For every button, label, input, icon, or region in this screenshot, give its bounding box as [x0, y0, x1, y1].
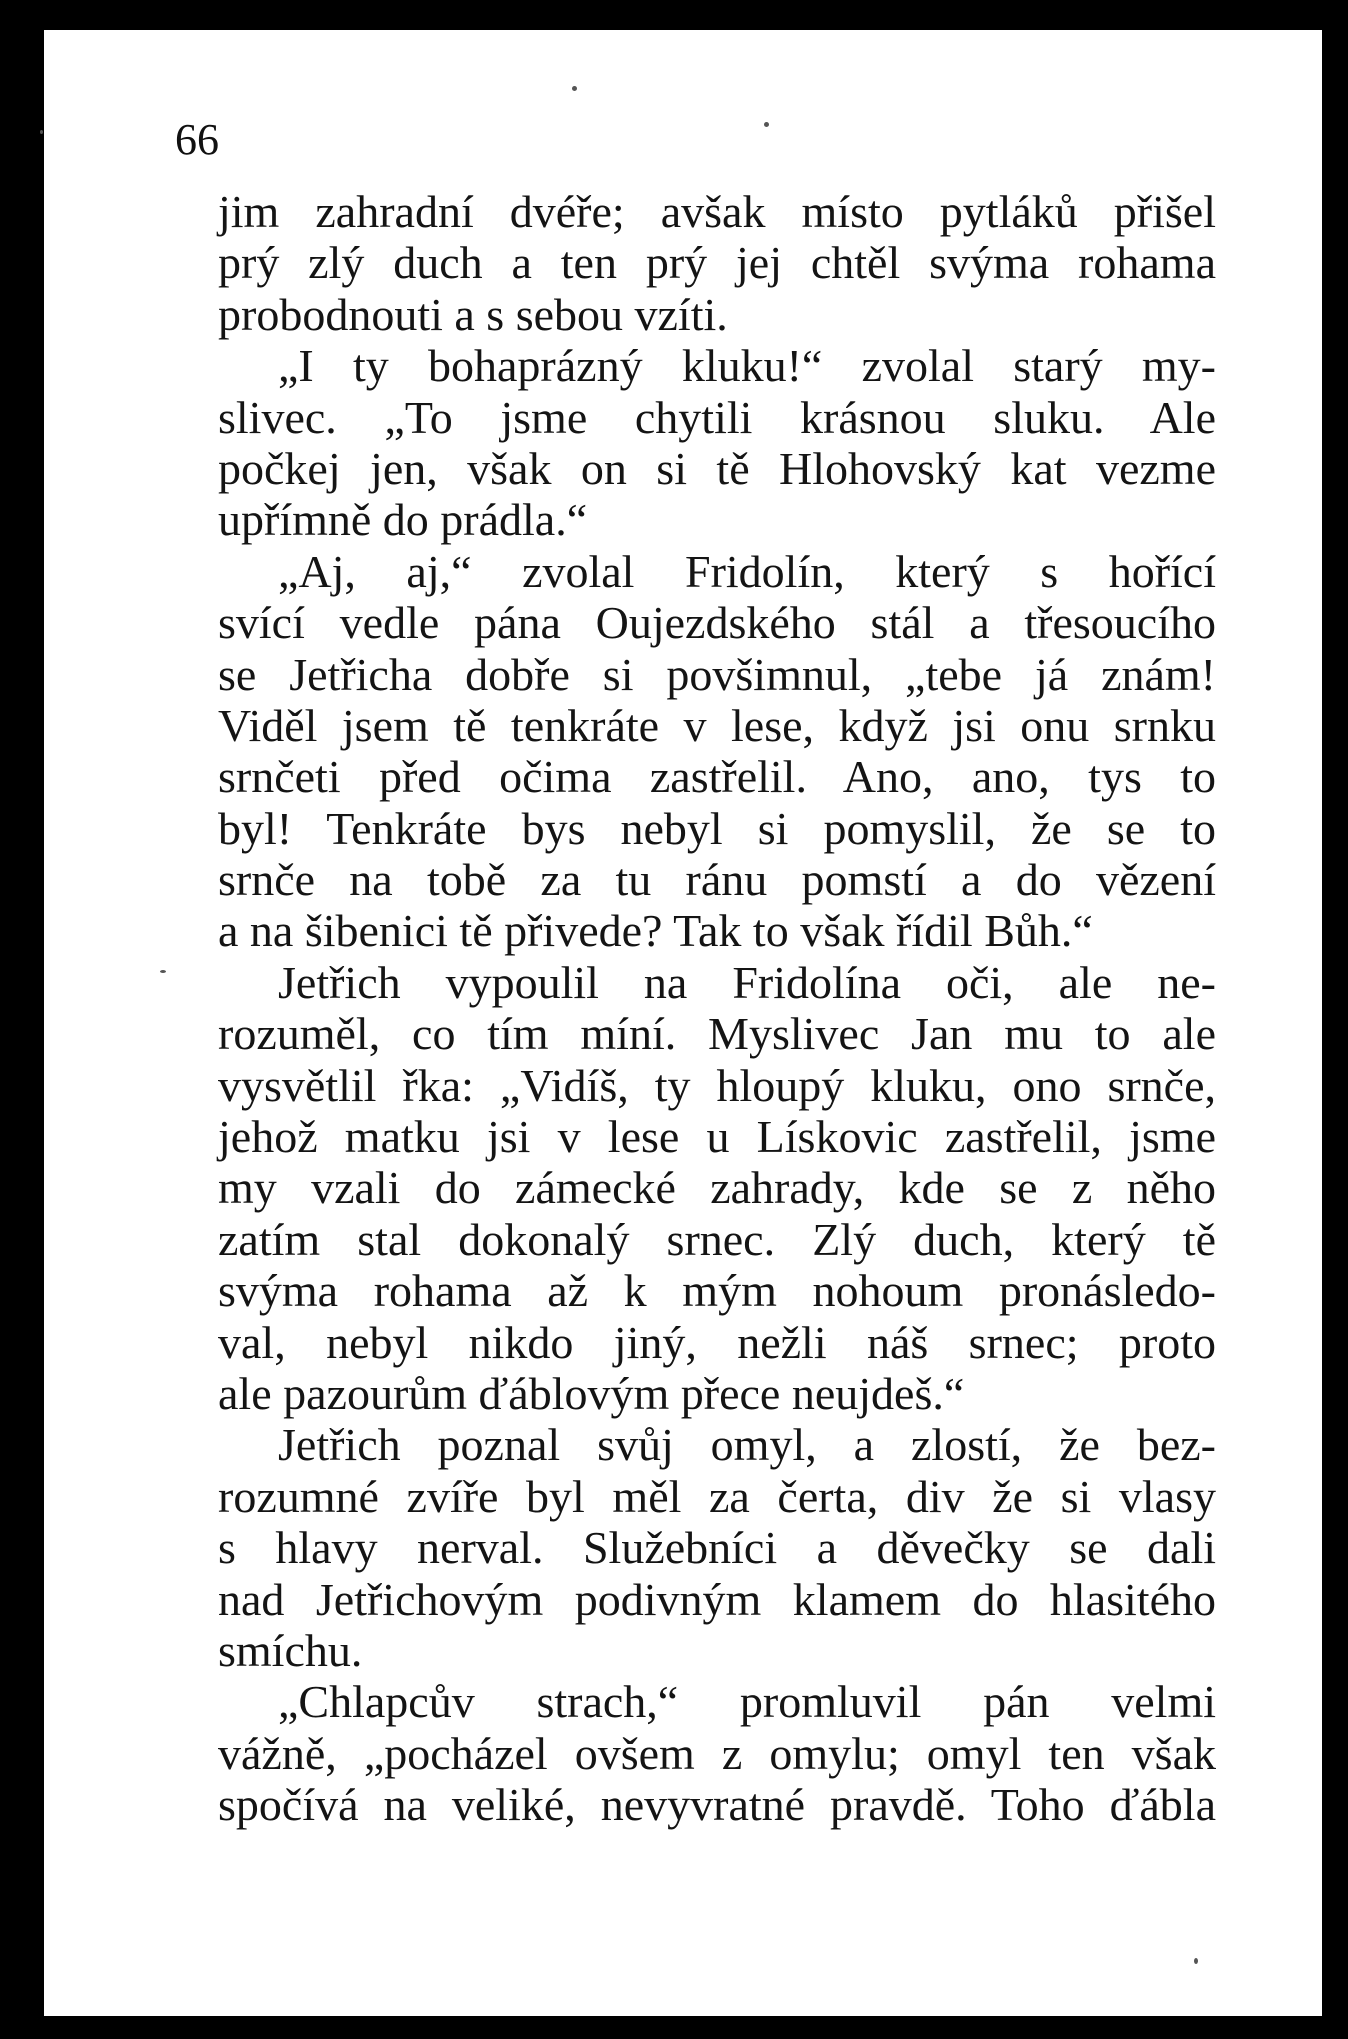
text-line: Viděl jsem tě tenkráte v lese, když jsi onu srnku [218, 699, 1216, 751]
text-line: ale pazourům ďáblovým přece neujdeš.“ [218, 1367, 965, 1419]
text-line: spočívá na veliké, nevyvratné pravdě. Toho ďábla [218, 1779, 1216, 1831]
text-line: vážně, „pocházel ovšem z omylu; omyl ten však [218, 1727, 1216, 1779]
page-number: 66 [175, 115, 219, 164]
text-line: prý zlý duch a ten prý jej chtěl svýma rohama [218, 237, 1216, 289]
text-line: my vzali do zámecké zahrady, kde se z něho [218, 1162, 1216, 1214]
text-line: rozuměl, co tím míní. Myslivec Jan mu to ale [218, 1008, 1216, 1060]
text-line: jehož matku jsi v lese u Lískovic zastřelil, jsme [218, 1111, 1216, 1163]
print-speck [40, 130, 43, 134]
text-line: probodnouti a s sebou vzíti. [218, 288, 728, 340]
text-line: nad Jetřichovým podivným klamem do hlasitého [218, 1573, 1216, 1625]
text-line: s hlavy nerval. Služebníci a děvečky se dali [218, 1522, 1216, 1574]
text-line: Jetřich poznal svůj omyl, a zlostí, že bez- [278, 1419, 1216, 1471]
text-line: rozumné zvíře byl měl za čerta, div že si vlasy [218, 1470, 1216, 1522]
text-line: svící vedle pána Oujezdského stál a třesoucího [218, 597, 1216, 649]
body-text [218, 186, 1216, 1831]
text-line: se Jetřicha dobře si povšimnul, „tebe já znám! [218, 648, 1216, 700]
text-line: jim zahradní dvéře; avšak místo pytláků přišel [218, 186, 1216, 237]
print-speck [572, 86, 577, 91]
text-line: slivec. „To jsme chytili krásnou sluku. Ale [218, 391, 1216, 443]
text-line: srnčeti před očima zastřelil. Ano, ano, tys to [218, 751, 1216, 803]
print-speck [1194, 1958, 1198, 1964]
text-line: a na šibenici tě přivede? Tak to však řídil Bůh.“ [218, 905, 1093, 957]
text-line: svýma rohama až k mým nohoum pronásledo- [218, 1265, 1216, 1317]
text-line: upřímně do prádla.“ [218, 494, 588, 546]
text-line: „Chlapcův strach,“ promluvil pán velmi [278, 1676, 1216, 1728]
text-line: srnče na tobě za tu ránu pomstí a do vězení [218, 854, 1216, 906]
text-line: Jetřich vypoulil na Fridolína oči, ale ne- [278, 956, 1216, 1008]
text-line: val, nebyl nikdo jiný, nežli náš srnec; proto [218, 1316, 1216, 1368]
text-line: „Aj, aj,“ zvolal Fridolín, který s hořící [278, 545, 1216, 597]
text-line: „I ty bohaprázný kluku!“ zvolal starý my- [278, 340, 1216, 392]
text-line: byl! Tenkráte bys nebyl si pomyslil, že se to [218, 802, 1216, 854]
print-speck [764, 122, 769, 127]
text-line: vysvětlil řka: „Vidíš, ty hloupý kluku, ono srnče, [218, 1059, 1216, 1111]
print-speck [160, 970, 166, 973]
text-line: smíchu. [218, 1624, 363, 1676]
text-line: zatím stal dokonalý srnec. Zlý duch, který tě [218, 1213, 1216, 1265]
text-line: počkej jen, však on si tě Hlohovský kat vezme [218, 442, 1216, 494]
